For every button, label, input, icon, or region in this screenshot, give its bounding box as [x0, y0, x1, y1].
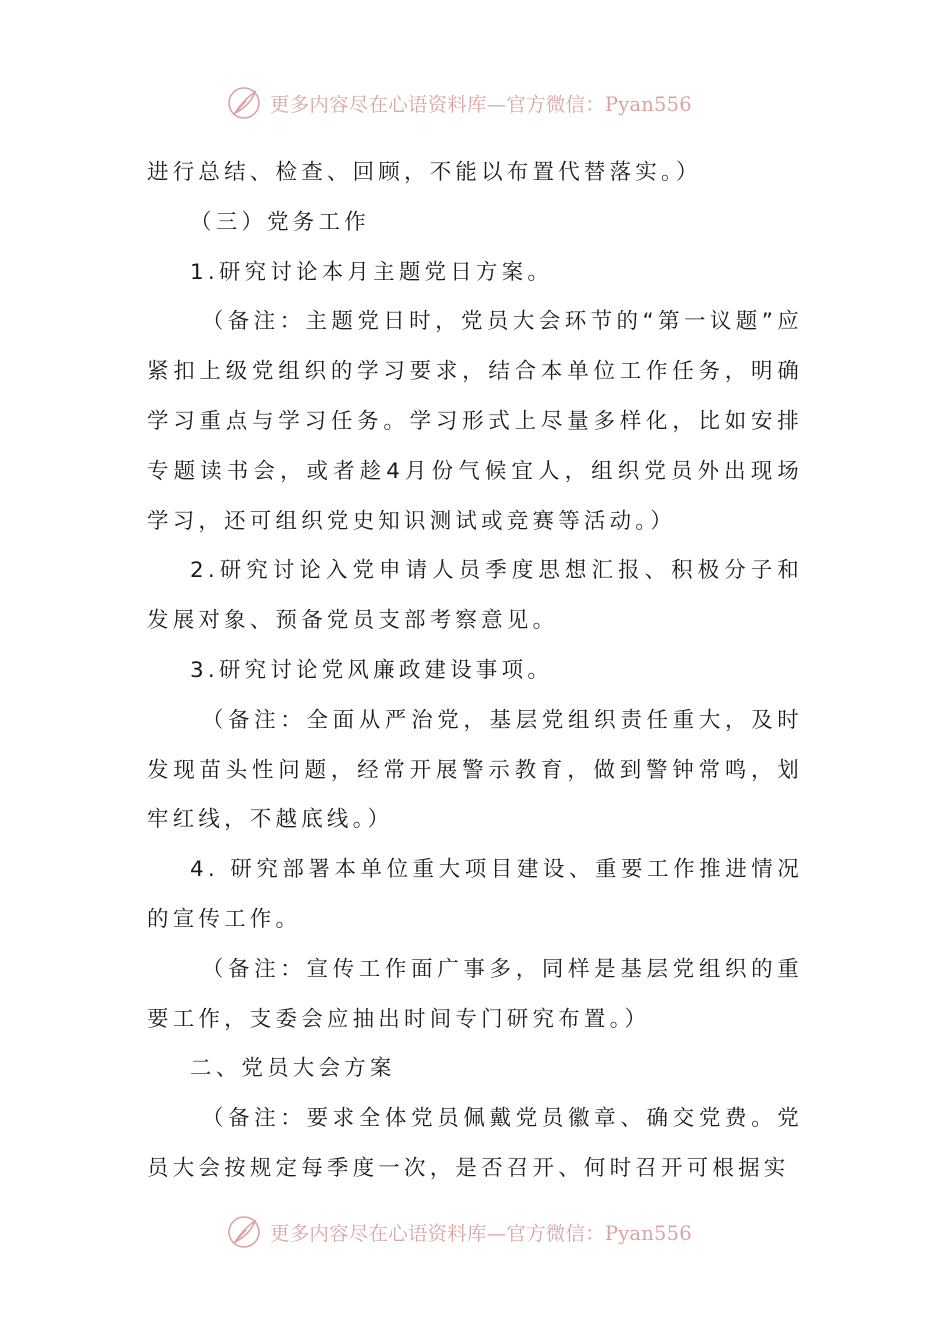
list-item: 4. 研究部署本单位重大项目建设、重要工作推进情况的宣传工作。	[147, 857, 803, 932]
note-paragraph: （备注：主题党日时，党员大会环节的“第一议题”应紧扣上级党组织的学习要求，结合本单位工作任务，明确学习重点与学习任务。学习形式上尽量多样化，比如安排专题读书会，或者趁4月份气候宜人，组织党员外出现场学习，还可组织党史知识测试或竞赛等活动。）	[147, 309, 803, 534]
quill-pen-icon	[226, 1214, 262, 1250]
list-item: 1.研究讨论本月主题党日方案。	[190, 259, 554, 285]
note-paragraph: （备注：宣传工作面广事多，同样是基层党组织的重要工作，支委会应抽出时间专门研究布置。）	[147, 956, 803, 1032]
note-paragraph: （备注：全面从严治党，基层党组织责任重大，及时发现苗头性问题，经常开展警示教育，做到警钟常鸣，划牢红线，不越底线。）	[147, 707, 803, 833]
watermark-header	[226, 85, 692, 121]
watermark-footer	[226, 1214, 692, 1250]
watermark-text: 更多内容尽在心语资料库—官方微信：Pyan556	[270, 93, 692, 116]
section-heading: 二、党员大会方案	[190, 1056, 396, 1082]
document-body	[147, 148, 803, 1194]
watermark-text: 更多内容尽在心语资料库—官方微信：Pyan556	[270, 1222, 692, 1245]
section-heading: （三）党务工作	[190, 209, 370, 235]
list-item: 3.研究讨论党风廉政建设事项。	[190, 657, 554, 683]
list-item: 2.研究讨论入党申请人员季度思想汇报、积极分子和发展对象、预备党员支部考察意见。	[147, 558, 803, 634]
note-paragraph: （备注：要求全体党员佩戴党员徽章、确交党费。党员大会按规定每季度一次，是否召开、何时召开可根据实	[147, 1106, 803, 1181]
quill-pen-icon	[226, 85, 262, 121]
paragraph: 进行总结、检查、回顾，不能以布置代替落实。）	[147, 160, 702, 185]
